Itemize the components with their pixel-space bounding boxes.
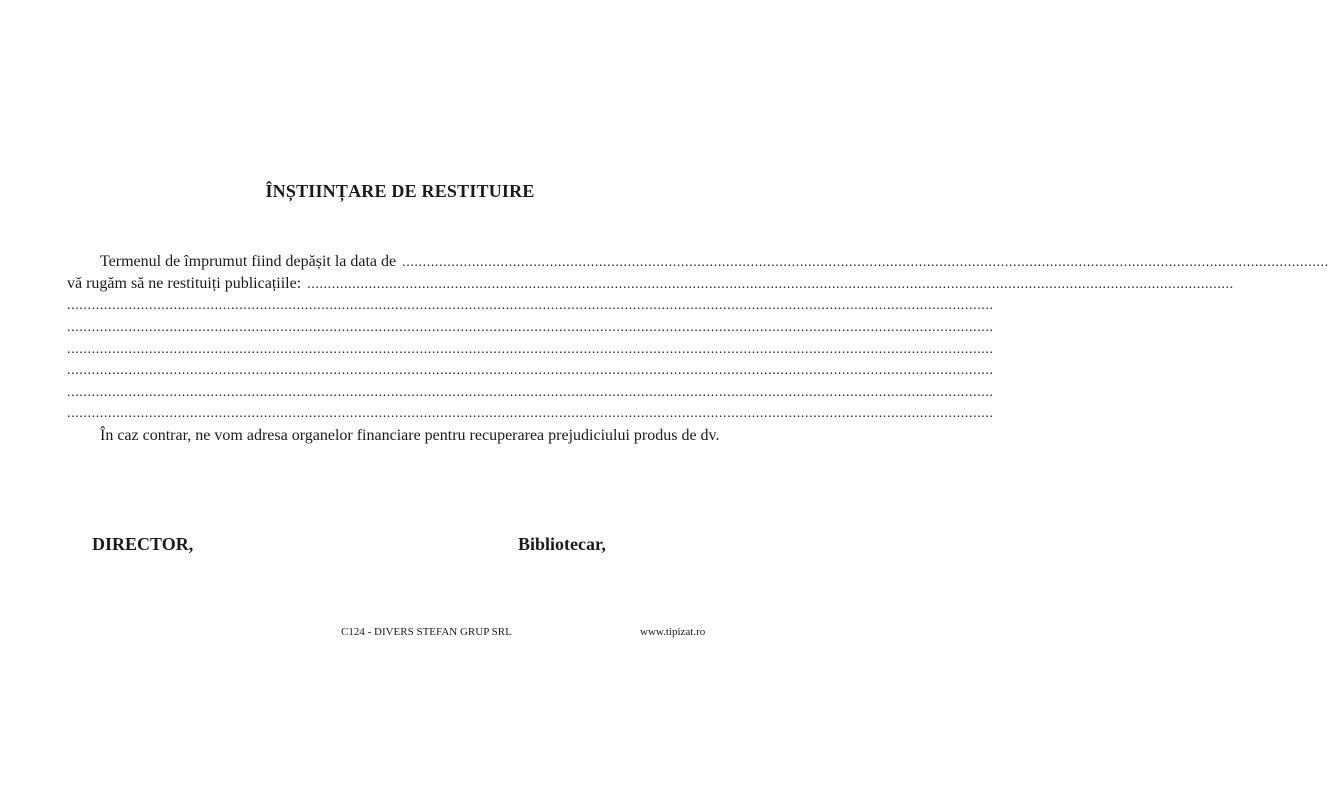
- footer-website: www.tipizat.ro: [640, 626, 706, 638]
- fill-line: [67, 404, 994, 424]
- fill-dots: ..................................................................................................................................................................................................................................: [67, 342, 994, 357]
- fill-dots: ..................................................................................................................................................................................................................................: [67, 320, 994, 335]
- fill-line: [67, 296, 994, 316]
- fill-line: [67, 383, 994, 403]
- fill-line: [67, 361, 994, 381]
- director-signature-label: DIRECTOR,: [92, 534, 194, 554]
- form-title: ÎNȘTIINȚARE DE RESTITUIRE: [265, 181, 535, 201]
- footer-form-code: C124 - DIVERS STEFAN GRUP SRL: [341, 626, 512, 638]
- date-label: Termenul de împrumut fiind depășit la data de: [100, 253, 397, 270]
- form-line-date: [67, 252, 1329, 273]
- fill-dots: ..................................................................................................................................................................................................................................: [67, 363, 994, 378]
- fill-line: [67, 340, 994, 360]
- publications-label: vă rugăm să ne restituiți publicațiile:: [67, 275, 302, 292]
- publications-fill-dots: ..................................................................................................................................................................................................................................: [307, 277, 1234, 292]
- form-line-publications: [67, 274, 1234, 295]
- date-fill-dots: ..................................................................................................................................................................................................................................: [402, 255, 1329, 270]
- warning-paragraph: În caz contrar, ne vom adresa organelor financiare pentru recuperarea prejudiciului produs de dv.: [100, 427, 720, 444]
- fill-dots: ..................................................................................................................................................................................................................................: [67, 406, 994, 421]
- fill-line: [67, 318, 994, 338]
- fill-dots: ..................................................................................................................................................................................................................................: [67, 385, 994, 400]
- librarian-signature-label: Bibliotecar,: [518, 534, 606, 554]
- fill-dots: ..................................................................................................................................................................................................................................: [67, 298, 994, 313]
